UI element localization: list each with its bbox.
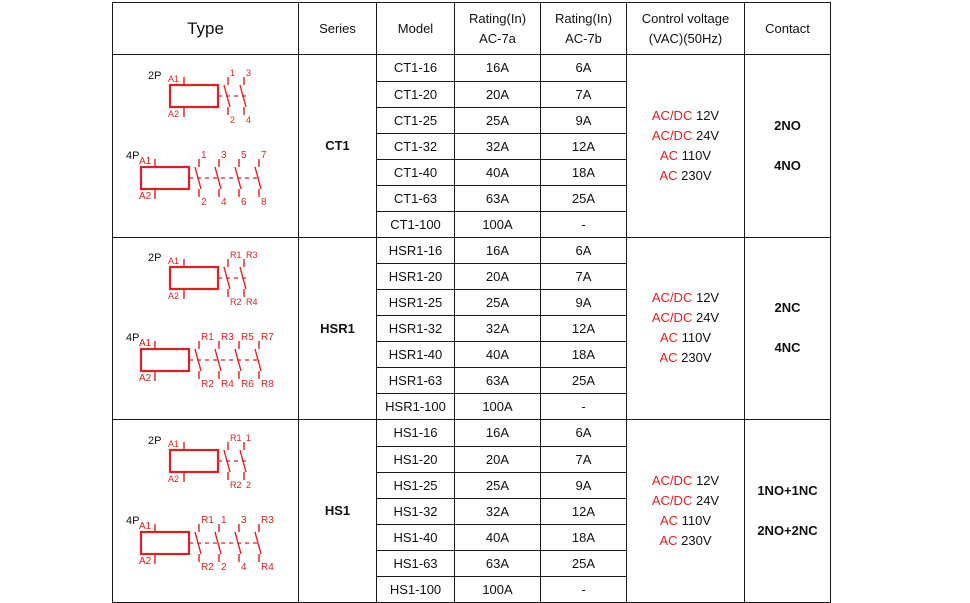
p4-label: 4P	[125, 332, 139, 345]
voltage-value: 110V	[681, 512, 712, 528]
voltage-line	[627, 308, 744, 328]
rating-ac7b-cell: 6A	[541, 420, 627, 447]
rating-ac7b-cell: 12A	[541, 316, 627, 342]
voltage-value: 110V	[681, 147, 712, 163]
table-row	[113, 420, 831, 447]
p2-coil	[170, 267, 218, 289]
p2-terminal-top-2: 1	[245, 432, 251, 443]
p2-coil-a2: A2	[167, 108, 179, 119]
rating-ac7a-cell: 20A	[455, 264, 541, 290]
model-cell: HSR1-63	[377, 368, 455, 394]
type-diagram-cell	[113, 237, 299, 420]
p4-terminal-bottom-4: 8	[260, 196, 267, 208]
model-cell: CT1-40	[377, 159, 455, 185]
model-cell: CT1-16	[377, 55, 455, 82]
p4-terminal-bottom-2: 2	[220, 561, 227, 573]
rating-ac7b-cell: 6A	[541, 55, 627, 82]
rating-ac7a-cell: 25A	[455, 107, 541, 133]
p2-terminal-bottom-2: R4	[245, 297, 258, 308]
model-cell: HSR1-16	[377, 237, 455, 264]
rating-ac7b-cell: -	[541, 576, 627, 602]
series-cell: HSR1	[299, 237, 377, 420]
rating-ac7b-cell: 12A	[541, 498, 627, 524]
model-cell: HS1-20	[377, 446, 455, 472]
p2-terminal-bottom-2: 4	[245, 114, 251, 125]
p4-coil-a1: A1	[138, 520, 151, 532]
p4-coil-a2: A2	[138, 373, 151, 385]
header-rating-ac7b-line2: AC-7b	[565, 30, 602, 46]
header-rating-ac7a-line2: AC-7a	[479, 30, 516, 46]
contact-type: 4NC	[774, 340, 801, 356]
rating-ac7a-cell: 20A	[455, 446, 541, 472]
voltage-value: 110V	[681, 330, 712, 346]
series-cell: CT1	[299, 55, 377, 238]
control-voltage-cell	[627, 420, 745, 603]
rating-ac7a-cell: 40A	[455, 342, 541, 368]
model-cell: HSR1-25	[377, 290, 455, 316]
p2-label: 2P	[147, 434, 161, 447]
voltage-value: 230V	[681, 532, 712, 548]
p2-coil-a1: A1	[167, 73, 179, 84]
p2-coil-a1: A1	[167, 256, 179, 267]
model-cell: HS1-63	[377, 550, 455, 576]
table-row	[113, 55, 831, 82]
p4-terminal-bottom-4: R4	[260, 561, 274, 573]
p2-terminal-top-1: R1	[229, 250, 242, 261]
voltage-line	[627, 531, 744, 551]
p4-terminal-bottom-3: 4	[240, 561, 247, 573]
header-voltage-line2: (VAC)(50Hz)	[648, 30, 723, 46]
p2-coil	[170, 85, 218, 107]
table-body	[113, 55, 831, 603]
model-cell: CT1-25	[377, 107, 455, 133]
rating-ac7b-cell: 25A	[541, 368, 627, 394]
header-rating-ac7b	[541, 3, 627, 55]
rating-ac7b-cell: 6A	[541, 237, 627, 264]
header-voltage-line1: Control voltage	[641, 10, 730, 26]
rating-ac7a-cell: 20A	[455, 81, 541, 107]
voltage-prefix: AC/DC	[651, 310, 693, 326]
rating-ac7b-cell: 25A	[541, 550, 627, 576]
rating-ac7a-cell: 100A	[455, 394, 541, 420]
voltage-value: 230V	[681, 350, 712, 366]
rating-ac7b-cell: 9A	[541, 107, 627, 133]
p4-terminal-top-1: R1	[200, 332, 214, 344]
p4-terminal-bottom-3: 6	[240, 196, 247, 208]
p4-terminal-bottom-1: R2	[200, 379, 214, 391]
voltage-value: 24V	[695, 127, 720, 143]
voltage-value: 24V	[695, 492, 720, 508]
voltage-prefix: AC	[659, 330, 679, 346]
header-voltage	[627, 3, 745, 55]
p4-terminal-bottom-4: R8	[260, 379, 274, 391]
voltage-line	[627, 126, 744, 146]
p4-coil	[141, 532, 189, 554]
p4-terminal-top-3: R5	[240, 332, 254, 344]
header-series: Series	[299, 3, 377, 55]
wiring-diagram	[116, 61, 296, 231]
voltage-line	[627, 348, 744, 368]
p4-terminal-top-3: 3	[240, 514, 247, 526]
p4-terminal-bottom-2: R4	[220, 379, 234, 391]
model-cell: CT1-32	[377, 133, 455, 159]
contact-type: 2NC	[774, 300, 801, 316]
p4-terminal-top-4: 7	[260, 149, 267, 161]
voltage-value: 24V	[695, 310, 720, 326]
rating-ac7a-cell: 40A	[455, 524, 541, 550]
rating-ac7a-cell: 40A	[455, 159, 541, 185]
p2-coil-a1: A1	[167, 438, 179, 449]
voltage-line	[627, 106, 744, 126]
rating-ac7a-cell: 16A	[455, 237, 541, 264]
p4-coil-a1: A1	[138, 338, 151, 350]
rating-ac7b-cell: 25A	[541, 185, 627, 211]
voltage-prefix: AC	[659, 512, 679, 528]
voltage-value: 230V	[681, 167, 712, 183]
p4-label: 4P	[125, 149, 139, 162]
header-row	[113, 3, 831, 55]
p4-terminal-top-4: R7	[260, 332, 274, 344]
p4-terminal-bottom-2: 4	[220, 196, 227, 208]
p2-label: 2P	[147, 69, 161, 82]
p4-coil	[141, 167, 189, 189]
voltage-prefix: AC	[659, 532, 678, 548]
p4-label: 4P	[125, 514, 139, 527]
wiring-diagram	[116, 243, 296, 413]
p2-coil-a2: A2	[167, 473, 179, 484]
rating-ac7b-cell: 7A	[541, 81, 627, 107]
model-cell: HS1-25	[377, 472, 455, 498]
rating-ac7b-cell: -	[541, 211, 627, 237]
p2-terminal-top-1: R1	[229, 432, 242, 443]
header-contact: Contact	[745, 3, 831, 55]
contact-type: 1NO+1NC	[757, 482, 818, 498]
rating-ac7a-cell: 32A	[455, 133, 541, 159]
p4-terminal-bottom-1: R2	[200, 561, 214, 573]
header-rating-ac7a	[455, 3, 541, 55]
rating-ac7b-cell: -	[541, 394, 627, 420]
p4-terminal-top-2: 1	[220, 514, 227, 526]
header-rating-ac7a-line1: Rating(In)	[468, 10, 527, 26]
p2-terminal-bottom-1: R2	[229, 479, 242, 490]
rating-ac7b-cell: 9A	[541, 472, 627, 498]
contact-type: 2NO	[774, 117, 801, 133]
voltage-value: 12V	[695, 290, 720, 306]
p4-terminal-bottom-3: R6	[240, 379, 254, 391]
voltage-value: 12V	[695, 472, 720, 488]
voltage-line	[627, 328, 744, 348]
model-cell: HSR1-32	[377, 316, 455, 342]
model-cell: HS1-40	[377, 524, 455, 550]
header-type: Type	[113, 3, 299, 55]
rating-ac7b-cell: 18A	[541, 159, 627, 185]
model-cell: HS1-100	[377, 576, 455, 602]
p2-terminal-bottom-1: 2	[229, 114, 235, 125]
type-diagram-cell	[113, 420, 299, 603]
voltage-prefix: AC/DC	[651, 472, 693, 488]
rating-ac7a-cell: 25A	[455, 290, 541, 316]
table-row	[113, 237, 831, 264]
rating-ac7a-cell: 100A	[455, 211, 541, 237]
p2-terminal-top-2: 3	[245, 67, 251, 78]
model-cell: HSR1-40	[377, 342, 455, 368]
p2-coil-a2: A2	[167, 291, 179, 302]
p4-coil	[141, 349, 189, 371]
rating-ac7a-cell: 63A	[455, 368, 541, 394]
p2-terminal-bottom-2: 2	[245, 479, 251, 490]
model-cell: HSR1-100	[377, 394, 455, 420]
voltage-line	[627, 471, 744, 491]
p2-coil	[170, 450, 218, 472]
rating-ac7b-cell: 12A	[541, 133, 627, 159]
rating-ac7b-cell: 18A	[541, 524, 627, 550]
spec-table	[112, 2, 831, 603]
model-cell: CT1-20	[377, 81, 455, 107]
p2-terminal-top-1: 1	[229, 67, 235, 78]
rating-ac7a-cell: 25A	[455, 472, 541, 498]
rating-ac7b-cell: 18A	[541, 342, 627, 368]
contact-cell	[745, 55, 831, 238]
voltage-prefix: AC/DC	[651, 127, 693, 143]
p4-coil-a1: A1	[138, 155, 151, 167]
rating-ac7b-cell: 7A	[541, 446, 627, 472]
voltage-prefix: AC	[659, 350, 678, 366]
model-cell: CT1-100	[377, 211, 455, 237]
voltage-prefix: AC/DC	[651, 107, 693, 123]
p2-terminal-bottom-1: R2	[229, 297, 242, 308]
p2-label: 2P	[147, 252, 161, 265]
p4-terminal-bottom-1: 2	[200, 196, 207, 208]
rating-ac7b-cell: 9A	[541, 290, 627, 316]
voltage-prefix: AC/DC	[651, 492, 693, 508]
rating-ac7a-cell: 32A	[455, 498, 541, 524]
voltage-line	[627, 146, 744, 166]
voltage-prefix: AC/DC	[651, 290, 693, 306]
voltage-value: 12V	[695, 107, 720, 123]
series-cell: HS1	[299, 420, 377, 603]
rating-ac7b-cell: 7A	[541, 264, 627, 290]
rating-ac7a-cell: 32A	[455, 316, 541, 342]
voltage-line	[627, 511, 744, 531]
contact-type: 4NO	[774, 157, 801, 173]
voltage-prefix: AC	[659, 147, 679, 163]
p4-terminal-top-3: 5	[240, 149, 247, 161]
header-model: Model	[377, 3, 455, 55]
p4-coil-a2: A2	[138, 190, 151, 202]
voltage-line	[627, 288, 744, 308]
contact-type: 2NO+2NC	[757, 522, 818, 538]
model-cell: HS1-16	[377, 420, 455, 447]
voltage-line	[627, 166, 744, 186]
rating-ac7a-cell: 16A	[455, 420, 541, 447]
p4-coil-a2: A2	[138, 555, 151, 567]
rating-ac7a-cell: 63A	[455, 185, 541, 211]
contact-cell	[745, 420, 831, 603]
control-voltage-cell	[627, 237, 745, 420]
model-cell: HS1-32	[377, 498, 455, 524]
header-rating-ac7b-line1: Rating(In)	[554, 10, 613, 26]
voltage-line	[627, 491, 744, 511]
p4-terminal-top-1: R1	[200, 514, 214, 526]
rating-ac7a-cell: 63A	[455, 550, 541, 576]
p4-terminal-top-2: R3	[220, 332, 234, 344]
contact-cell	[745, 237, 831, 420]
p4-terminal-top-1: 1	[200, 149, 207, 161]
p4-terminal-top-4: R3	[260, 514, 274, 526]
voltage-prefix: AC	[659, 167, 678, 183]
rating-ac7a-cell: 100A	[455, 576, 541, 602]
p4-terminal-top-2: 3	[220, 149, 227, 161]
p2-terminal-top-2: R3	[245, 250, 258, 261]
rating-ac7a-cell: 16A	[455, 55, 541, 82]
control-voltage-cell	[627, 55, 745, 238]
wiring-diagram	[116, 426, 296, 596]
model-cell: HSR1-20	[377, 264, 455, 290]
type-diagram-cell	[113, 55, 299, 238]
model-cell: CT1-63	[377, 185, 455, 211]
